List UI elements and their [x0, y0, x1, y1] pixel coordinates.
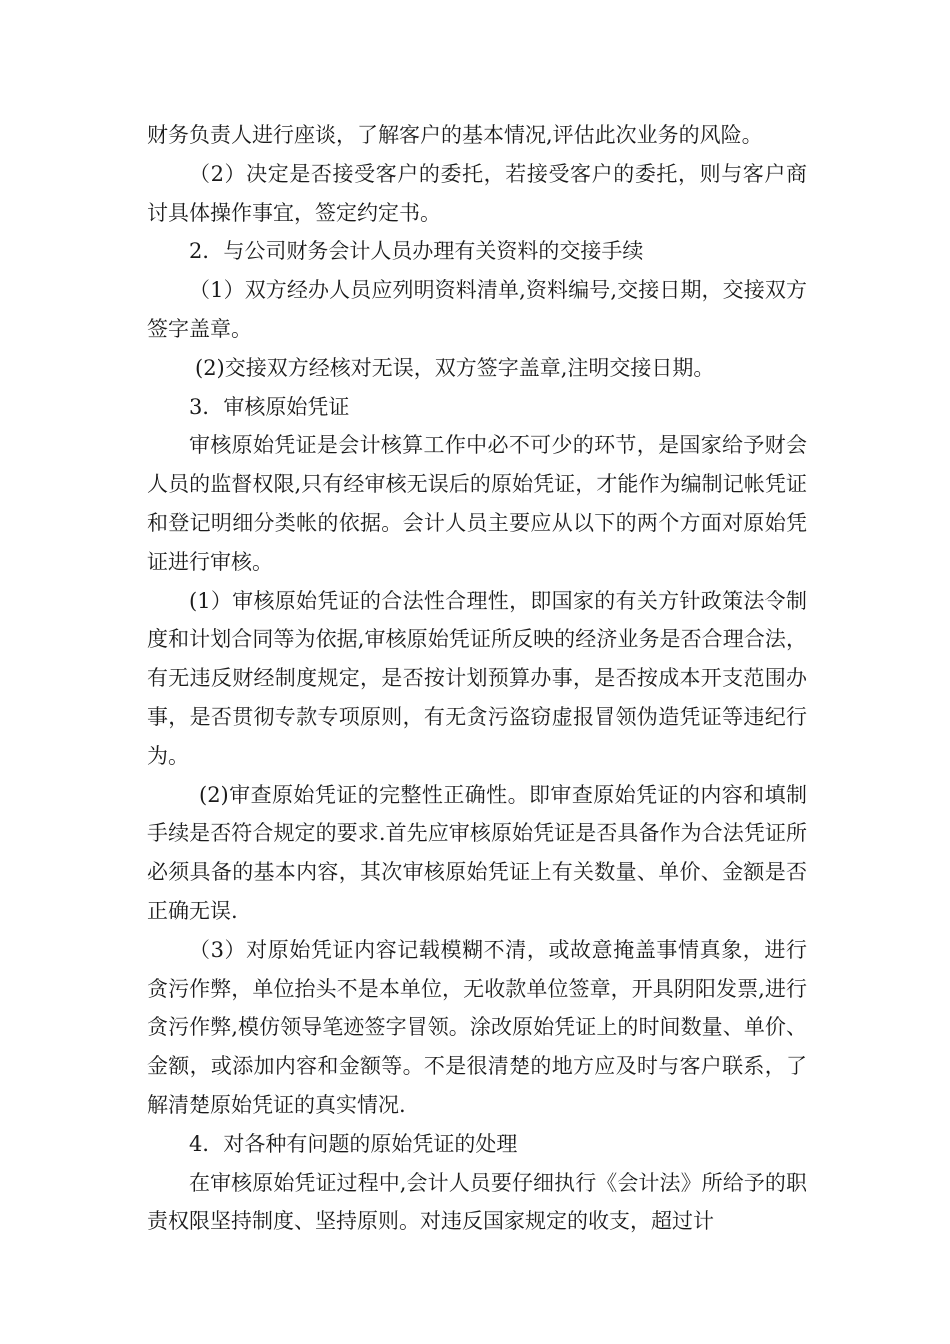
paragraph-item-accept-delegation: （2）决定是否接受客户的委托，若接受客户的委托，则与客户商讨具体操作事宜，签定约定书。 — [147, 161, 807, 225]
paragraph-handling-intro: 在审核原始凭证过程中,会计人员要仔细执行《会计法》所给予的职责权限坚持制度、坚持原则。对违反国家规定的收支，超过计 — [147, 1170, 807, 1234]
section-heading-problem-handling: 4．对各种有问题的原始凭证的处理 — [189, 1131, 518, 1156]
paragraph-continuation: 财务负责人进行座谈，了解客户的基本情况,评估此次业务的风险。 — [147, 123, 763, 147]
section-heading-audit-vouchers: 3．审核原始凭证 — [189, 394, 350, 419]
paragraph-item-verify-handover: (2)交接双方经核对无误，双方签字盖章,注明交接日期。 — [195, 355, 715, 380]
paragraph-audit-intro: 审核原始凭证是会计核算工作中必不可少的环节，是国家给予财会人员的监督权限,只有经审核无误后的原始凭证，才能作为编制记帐凭证和登记明细分类帐的依据。会计人员主要应从以下的两个方面对原始凭证进行审核。 — [147, 433, 807, 574]
paragraph-item-legality: (1）审核原始凭证的合法性合理性，即国家的有关方针政策法令制度和计划合同等为依据,审核原始凭证所反映的经济业务是否合理合法，有无违反财经制度规定，是否按计划预算办事，是否按成本开支范围办事，是否贯彻专款专项原则，有无贪污盗窃虚报冒领伪造凭证等违纪行为。 — [147, 588, 807, 768]
section-heading-handover: 2．与公司财务会计人员办理有关资料的交接手续 — [189, 239, 644, 264]
paragraph-item-problem-vouchers: （3）对原始凭证内容记载模糊不清，或故意掩盖事情真象，进行贪污作弊，单位抬头不是本单位，无收款单位签章，开具阴阳发票,进行贪污作弊,模仿领导笔迹签字冒领。涂改原始凭证上的时间数量、单价、金额，或添加内容和金额等。不是很清楚的地方应及时与客户联系，了解清楚原始凭证的真实情况. — [147, 937, 807, 1117]
document-body — [147, 116, 807, 1241]
paragraph-item-material-list: （1）双方经办人员应列明资料清单,资料编号,交接日期，交接双方签字盖章。 — [147, 278, 807, 341]
paragraph-item-completeness: (2)审查原始凭证的完整性正确性。即审查原始凭证的内容和填制手续是否符合规定的要求.首先应审核原始凭证是否具备作为合法凭证所必须具备的基本内容，其次审核原始凭证上有关数量、单价、金额是否正确无误. — [147, 782, 807, 923]
